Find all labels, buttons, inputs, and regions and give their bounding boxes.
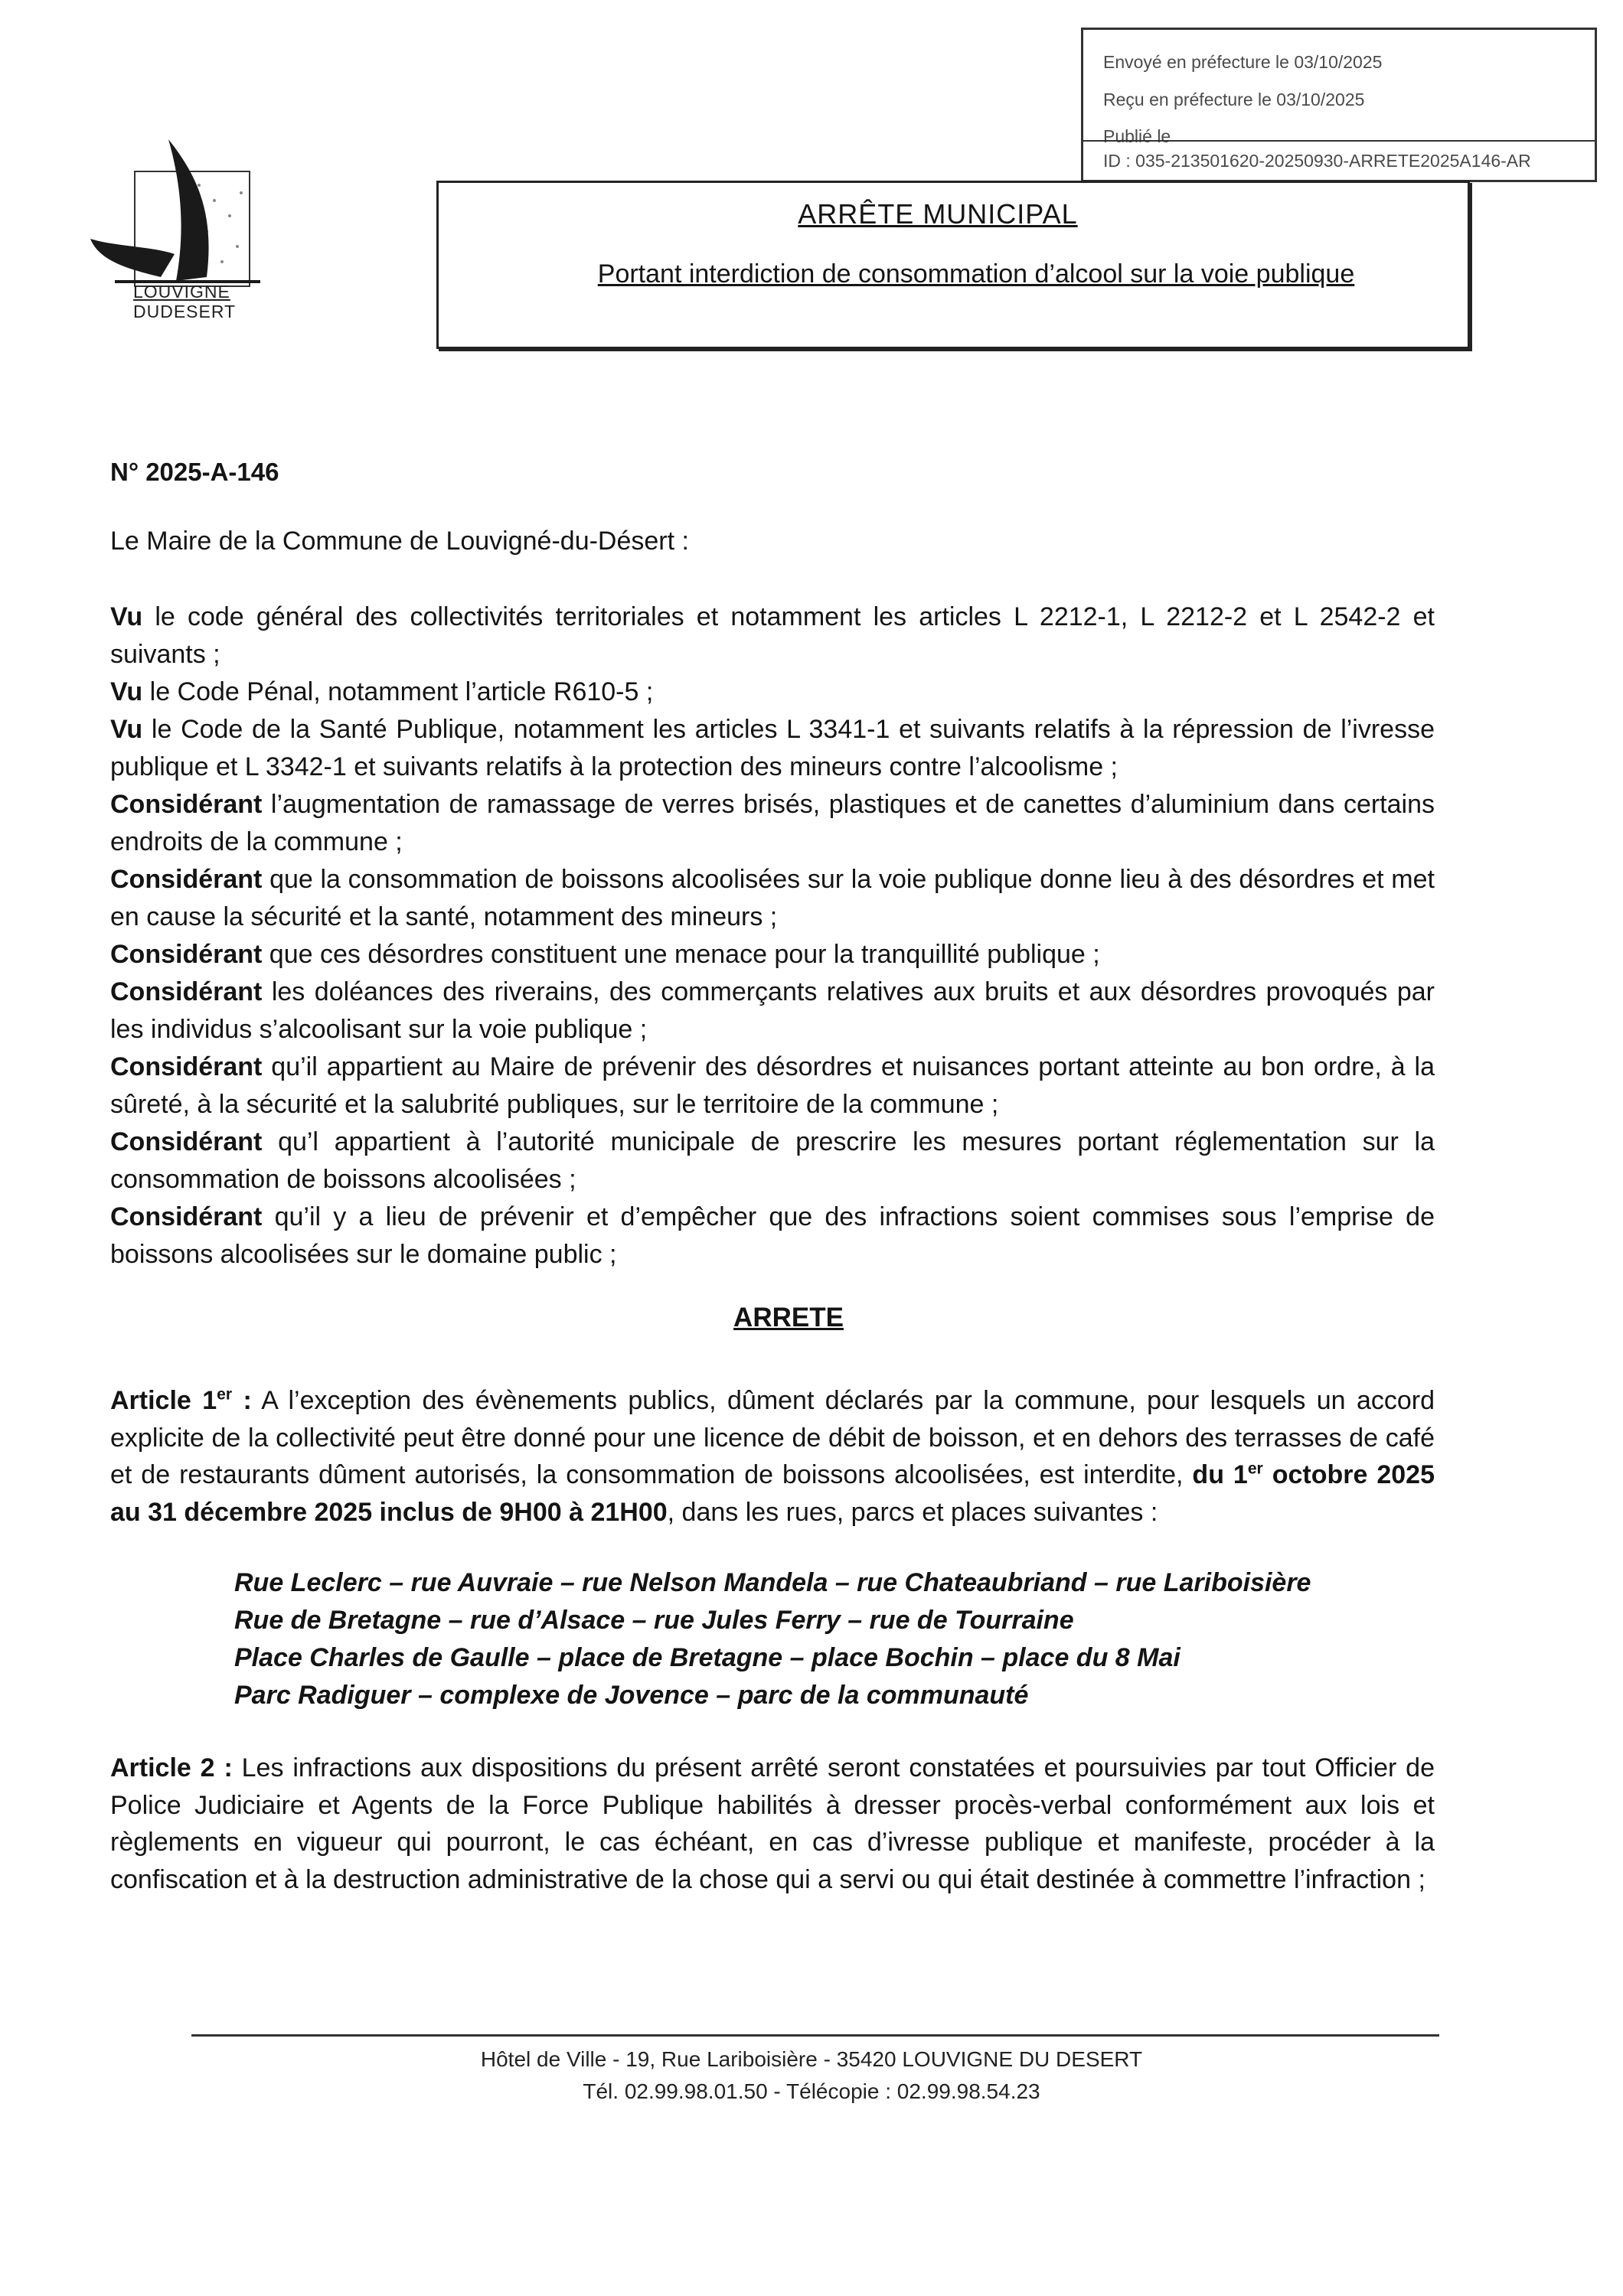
list-item: Parc Radiguer – complexe de Jovence – parc de la communauté (234, 1681, 1029, 1710)
maire-intro: Le Maire de la Commune de Louvigné-du-Désert : (110, 527, 689, 556)
document-title: ARRÊTE MUNICIPAL (798, 198, 1078, 230)
logo-line2: DUDESERT (133, 302, 237, 321)
visas-block (110, 598, 1435, 1274)
list-item: Rue Leclerc – rue Auvraie – rue Nelson Mandela – rue Chateaubriand – rue Lariboisière (234, 1568, 1311, 1597)
stamp-recu: Reçu en préfecture le 03/10/2025 (1103, 89, 1365, 109)
considerant-paragraph: Considérant que ces désordres constituent une menace pour la tranquillité publique ; (110, 940, 1100, 969)
list-item: Rue de Bretagne – rue d’Alsace – rue Jules Ferry – rue de Tourraine (234, 1606, 1074, 1635)
considerant-paragraph: Considérant l’augmentation de ramassage de verres brisés, plastiques et de canettes d’aluminium dans certains endroits de la commune ; (110, 790, 1435, 856)
considerant-paragraph: Considérant qu’l appartient à l’autorité municipale de prescrire les mesures portant réglementation sur la consommation de boissons alcoolisées ; (110, 1127, 1435, 1194)
list-item: Place Charles de Gaulle – place de Bretagne – place Bochin – place du 8 Mai (234, 1643, 1181, 1672)
article-1-label: Article 1er : (110, 1385, 252, 1415)
visa-paragraph: Vu le Code Pénal, notamment l’article R610-5 ; (110, 677, 654, 706)
footer-address: Hôtel de Ville - 19, Rue Lariboisière - 35420 LOUVIGNE DU DESERT (480, 2047, 1143, 2071)
considerant-paragraph: Considérant les doléances des riverains, des commerçants relatives aux bruits et aux désordres provoqués par les individus s’alcoolisant sur la voie publique ; (110, 977, 1435, 1044)
footer-divider (191, 2034, 1439, 2037)
stamp-envoye: Envoyé en préfecture le 03/10/2025 (1103, 52, 1383, 72)
considerant-paragraph: Considérant que la consommation de boissons alcoolisées sur la voie publique donne lieu à des désordres et met en cause la sécurité et la santé, notamment des mineurs ; (110, 865, 1435, 931)
considerant-paragraph: Considérant qu’il y a lieu de prévenir et d’empêcher que des infractions soient commises sous l’emprise de boissons alcoolisées sur le domaine public ; (110, 1202, 1435, 1269)
visa-paragraph: Vu le code général des collectivités territoriales et notamment les articles L 2212-1, L 2212-2 et L 2542-2 et suivants ; (110, 602, 1435, 669)
title-box (436, 181, 1470, 349)
footer-phone: Tél. 02.99.98.01.50 - Télécopie : 02.99.98.54.23 (583, 2079, 1040, 2103)
stamp-id: ID : 035-213501620-20250930-ARRETE2025A146-AR (1083, 140, 1595, 180)
article-1: Article 1er : A l’exception des évènements publics, dûment déclarés par la commune, pour lesquels un accord explicite de la collectivité peut être donné pour une licence de débit de boisson, et en dehors des terrasses de café et de restaurants dûment autorisés, la consommation de boissons alcoolisées, est interdite, du 1er octobre 2025 au 31 décembre 2025 inclus de 9H00 à 21H00, dans les rues, parcs et places suivantes : (110, 1385, 1435, 1527)
article-1-period: du 1er octobre 2025 au 31 décembre 2025 inclus de 9H00 à 21H00 (110, 1459, 1435, 1527)
considerant-paragraph: Considérant qu’il appartient au Maire de prévenir des désordres et nuisances portant atteinte au bon ordre, à la sûreté, à la sécurité et la salubrité publiques, sur le territoire de la commune ; (110, 1052, 1435, 1119)
streets-list (234, 1564, 1311, 1714)
arrete-heading: ARRETE (733, 1303, 844, 1332)
logo-line1: LOUVIGNE (133, 282, 230, 302)
visa-paragraph: Vu le Code de la Santé Publique, notamment les articles L 3341-1 et suivants relatifs à la répression de l’ivresse publique et L 3342-1 et suivants relatifs à la protection des mineurs contre l’alcoolisme ; (110, 715, 1435, 781)
stamp-publie: Publié le (1103, 126, 1171, 146)
document-subtitle: Portant interdiction de consommation d’alcool sur la voie publique (597, 259, 1355, 289)
prefecture-stamp (1081, 28, 1597, 182)
article-2: Article 2 : Les infractions aux dispositions du présent arrêté seront constatées et poursuivies par tout Officier de Police Judiciaire et Agents de la Force Publique habilités à dresser procès-verbal conformément aux lois et règlements en vigueur qui pourront, le cas échéant, en cas d’ivresse publique et manifeste, procéder à la confiscation et à la destruction administrative de la chose qui a servi ou qui était destinée à commettre l’infraction ; (110, 1753, 1435, 1894)
article-2-label: Article 2 : (110, 1753, 233, 1782)
footer (0, 2043, 1623, 2108)
arrete-number: N° 2025-A-146 (110, 458, 279, 486)
